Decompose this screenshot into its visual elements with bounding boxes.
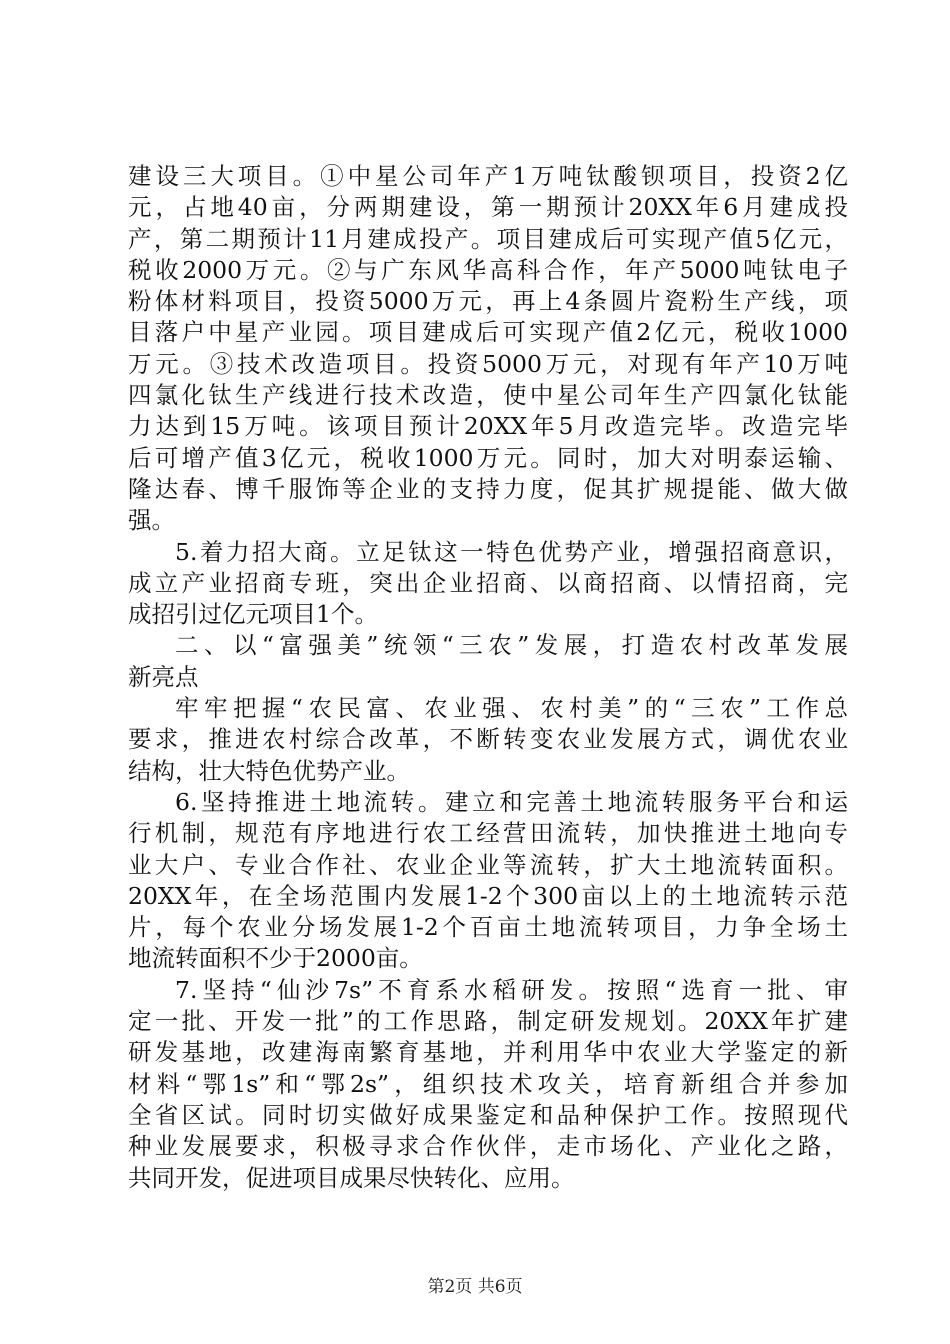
text-line: 片，每个农业分场发展1-2个百亩土地流转项目，力争全场土 bbox=[128, 913, 848, 942]
text-line: 研发基地，改建海南繁育基地，并利用华中农业大学鉴定的新 bbox=[128, 1038, 848, 1067]
text-line: 种业发展要求，积极寻求合作伙伴，走市场化、产业化之路， bbox=[128, 1132, 848, 1161]
section-heading-line: 二、以“富强美”统领“三农”发展，打造农村改革发展 bbox=[175, 631, 848, 660]
text-line: 目落户中星产业园。项目建成后可实现产值2亿元，税收1000 bbox=[128, 318, 848, 347]
text-line: 结构，壮大特色优势产业。 bbox=[128, 756, 410, 785]
text-line: 地流转面积不少于2000亩。 bbox=[128, 944, 423, 973]
text-line: 成招引过亿元项目1个。 bbox=[128, 600, 378, 629]
text-line: 隆达春、博千服饰等企业的支持力度，促其扩规提能、做大做 bbox=[128, 474, 848, 503]
text-line: 元，占地40亩，分两期建设，第一期预计20XX年6月建成投 bbox=[128, 193, 848, 222]
text-line: 成立产业招商专班，突出企业招商、以商招商、以情招商，完 bbox=[128, 568, 848, 597]
text-line: 强。 bbox=[128, 506, 175, 535]
text-line: 四氯化钛生产线进行技术改造，使中星公司年生产四氯化钛能 bbox=[128, 381, 848, 410]
text-line: 建设三大项目。①中星公司年产1万吨钛酸钡项目，投资2亿 bbox=[128, 162, 848, 190]
text-line: 税收2000万元。②与广东风华高科合作，年产5000吨钛电子 bbox=[128, 255, 848, 284]
section-heading-line: 新亮点 bbox=[128, 662, 199, 691]
paragraph-start-line: 7.坚持“仙沙7s”不育系水稻研发。按照“选育一批、审 bbox=[175, 975, 848, 1004]
paragraph-start-line: 牢牢把握“农民富、农业强、农村美”的“三农”工作总 bbox=[175, 694, 848, 723]
paragraph-start-line: 6.坚持推进土地流转。建立和完善土地流转服务平台和运 bbox=[175, 787, 848, 816]
text-line: 万元。③技术改造项目。投资5000万元，对现有年产10万吨 bbox=[128, 349, 848, 378]
document-body bbox=[128, 161, 848, 1194]
text-line: 要求，推进农村综合改革，不断转变农业发展方式，调优农业 bbox=[128, 725, 848, 754]
text-line: 定一批、开发一批”的工作思路，制定研发规划。20XX年扩建 bbox=[128, 1007, 848, 1036]
text-line: 20XX年，在全场范围内发展1-2个300亩以上的土地流转示范 bbox=[128, 881, 848, 910]
text-line: 全省区试。同时切实做好成果鉴定和品种保护工作。按照现代 bbox=[128, 1100, 848, 1129]
text-line: 力达到15万吨。该项目预计20XX年5月改造完毕。改造完毕 bbox=[128, 412, 848, 441]
page-number-footer: 第2页 共6页 bbox=[427, 1277, 523, 1297]
text-line: 行机制，规范有序地进行农工经营田流转，加快推进土地向专 bbox=[128, 819, 848, 848]
text-line: 共同开发，促进项目成果尽快转化、应用。 bbox=[128, 1163, 575, 1192]
text-line: 产，第二期预计11月建成投产。项目建成后可实现产值5亿元， bbox=[128, 224, 848, 253]
text-line: 后可增产值3亿元，税收1000万元。同时，加大对明泰运输、 bbox=[128, 443, 848, 472]
paragraph-start-line: 5.着力招大商。立足钛这一特色优势产业，增强招商意识， bbox=[175, 537, 848, 566]
text-line: 粉体材料项目，投资5000万元，再上4条圆片瓷粉生产线，项 bbox=[128, 287, 848, 316]
text-line: 材料“鄂1s”和“鄂2s”，组织技术攻关，培育新组合并参加 bbox=[128, 1069, 848, 1098]
text-line: 业大户、专业合作社、农业企业等流转，扩大土地流转面积。 bbox=[128, 850, 848, 879]
